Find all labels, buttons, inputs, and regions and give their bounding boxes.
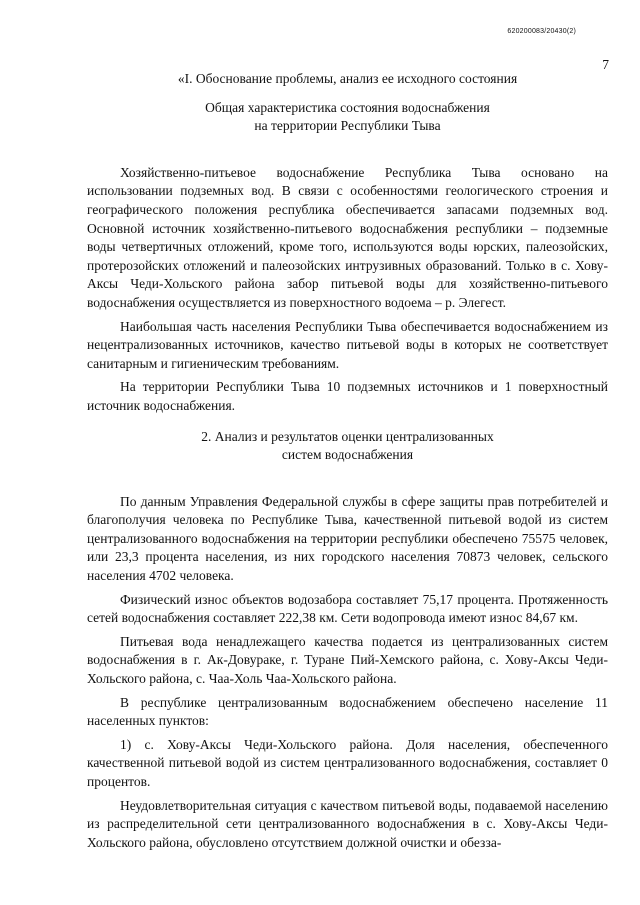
paragraph-rospotrebnadzor: По данным Управления Федеральной службы в сфере защиты прав потребителей и благополучия человека по Республике Тыва, качественной питьевой водой из систем централизованного водоснабжения на территории республики обеспечено 75575 человек, или 23,3 процента населения, из них городского населения 70873 человек, сельского населения 4702 человека. xyxy=(87,493,608,584)
section-title: «I. Обоснование проблемы, анализ ее исходного состояния xyxy=(177,71,518,86)
subsection-title-2-line-1: 2. Анализ и результатов оценки централизованных xyxy=(201,428,494,444)
subsection-title-1 xyxy=(87,99,608,136)
document-id: 620200083/20430(2) xyxy=(507,28,576,35)
list-item-khovu-aksy: 1) с. Хову-Аксы Чеди-Хольского района. Доля населения, обеспеченного качественной питьевой водой из систем централизованного водоснабжения, составляет 0 процентов. xyxy=(87,736,608,789)
subsection-title-1-line-2: на территории Республики Тыва xyxy=(254,118,441,134)
subsection-title-2 xyxy=(87,428,608,465)
paragraph-poor-quality: Питьевая вода ненадлежащего качества подается из централизованных систем водоснабжения в г. Ак-Довураке, г. Туране Пий-Хемского района, с. Хову-Аксы Чеди-Хольского района, с. Чаа-Холь Чаа-Хольского района. xyxy=(87,633,608,687)
paragraph-settlements: В республике централизованным водоснабжением обеспечено население 11 населенных пунктов: xyxy=(87,694,608,729)
paragraph-groundwater: Хозяйственно-питьевое водоснабжение Республика Тыва основано на использовании подземных вод. В связи с особенностями геологического строения и географического положения республика обеспечивается запасами подземных вод. Основной источник хозяйственно-питьевого водоснабжения республики – подземные воды четвертичных отложений, кроме того, используются воды юрских, палеозойских, протерозойских отложений и палеозойских интрузивных образований. Только в с. Хову-Аксы Чеди-Хольского района забор питьевой воды для хозяйственно-питьевого водоснабжения осуществляется из поверхностного водоема – р. Элегест. xyxy=(87,164,608,310)
subsection-title-2-line-2: систем водоснабжения xyxy=(281,447,414,463)
document-body xyxy=(87,70,608,857)
paragraph-unsatisfactory: Неудовлетворительная ситуация с качеством питьевой воды, подаваемой населению из распределительной сети централизованного водоснабжения в с. Хову-Аксы Чеди-Хольского района, обусловлено отсутствием должной очистки и обезза- xyxy=(87,797,608,850)
paragraph-wear: Физический износ объектов водозабора составляет 75,17 процента. Протяженность сетей водоснабжения составляет 222,38 км. Сети водопровода имеют износ 84,67 км. xyxy=(87,591,608,626)
page-number: 7 xyxy=(602,57,609,72)
paragraph-sources-count: На территории Республики Тыва 10 подземных источников и 1 поверхностный источник водоснабжения. xyxy=(87,379,608,413)
paragraph-decentralized: Наибольшая часть населения Республики Тыва обеспечивается водоснабжением из нецентрализованных источников, качество питьевой воды в которых не соответствует санитарным и гигиеническим требованиям. xyxy=(87,318,608,371)
subsection-title-1-line-1: Общая характеристика состояния водоснабжения xyxy=(205,99,490,115)
